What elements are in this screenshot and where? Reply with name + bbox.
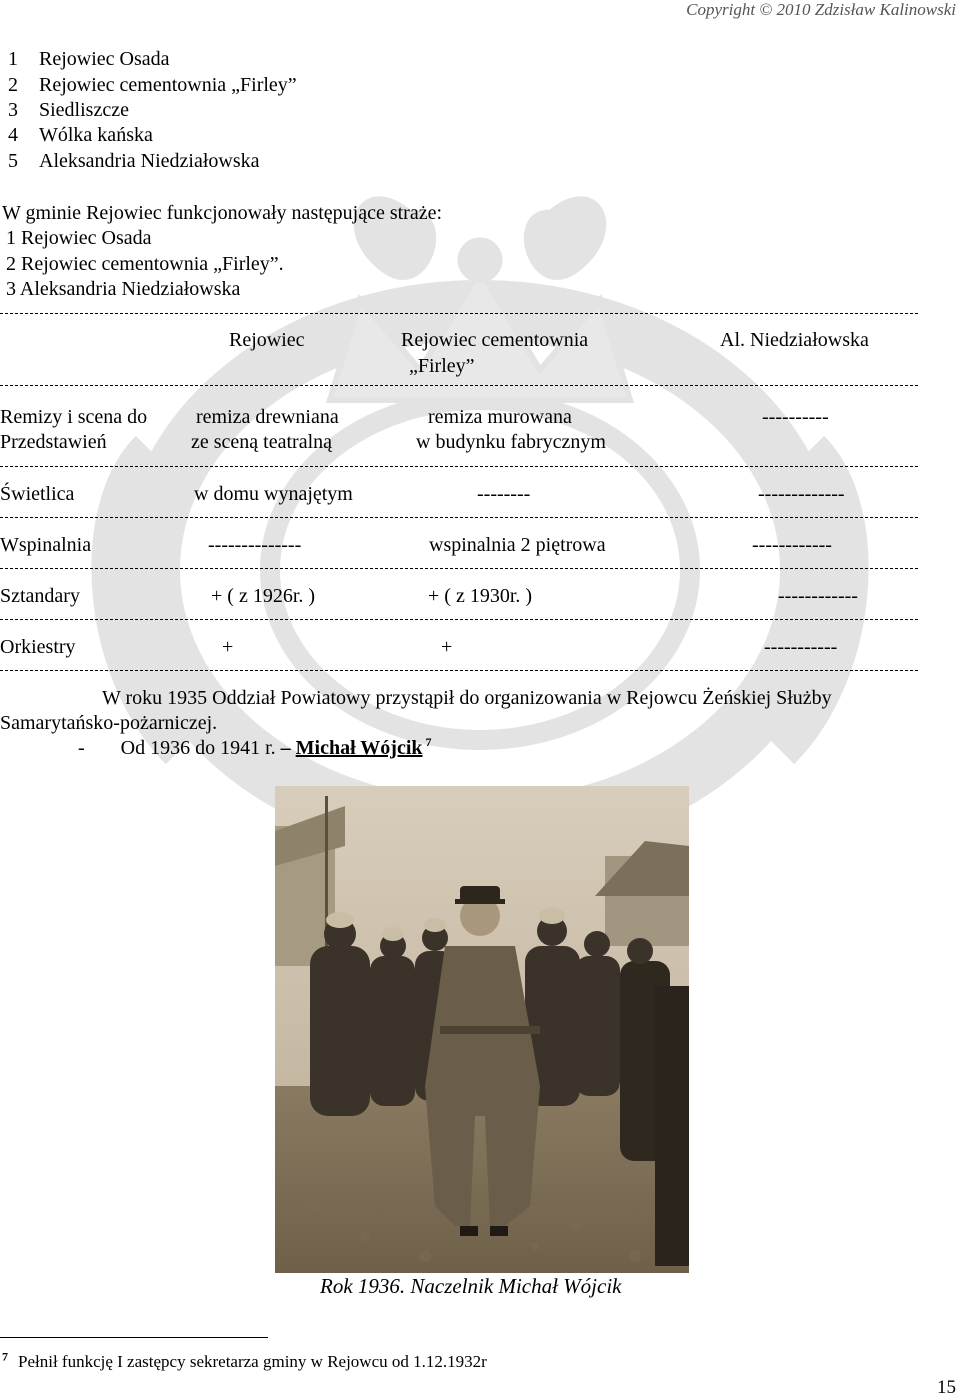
commander-entry: - Od 1936 do 1941 r. – Michał Wójcik $^7$: [78, 735, 432, 759]
table-divider: [0, 385, 918, 386]
row-label: Świetlica: [0, 483, 75, 505]
table-header-cell: Rejowiec: [229, 329, 305, 351]
table-divider: [0, 568, 918, 569]
table-cell: ------------: [752, 534, 832, 556]
historical-photo: [275, 786, 689, 1273]
footnote: $^7$ Pełnił funkcję I zastępcy sekretarza gminy w Rejowcu od 1.12.1932r: [2, 1349, 487, 1371]
table-divider: [0, 313, 918, 314]
photo-caption: Rok 1936. Naczelnik Michał Wójcik: [320, 1274, 622, 1298]
table-cell: --------: [477, 483, 531, 505]
table-cell: + ( z 1926r. ): [211, 585, 316, 607]
table-cell: + ( z 1930r. ): [428, 585, 533, 607]
table-divider: [0, 619, 918, 620]
row-label: Przedstawień: [0, 431, 107, 453]
table-divider: [0, 517, 918, 518]
list-item: 2 Rejowiec cementownia „Firley”: [8, 74, 297, 96]
list-item: 1 Rejowiec Osada: [8, 48, 170, 70]
table-cell: w domu wynajętym: [194, 483, 353, 505]
table-cell: ------------: [778, 585, 858, 607]
row-label: Wspinalnia: [0, 534, 92, 556]
list-item: 4 Wólka kańska: [8, 124, 153, 146]
page-number: 15: [937, 1377, 956, 1398]
table-header-cell: Al. Niedziałowska: [720, 329, 869, 351]
paragraph-line: W roku 1935 Oddział Powiatowy przystąpił do organizowania w Rejowcu Żeńskiej Służby: [102, 687, 832, 709]
table-cell: -----------: [764, 636, 838, 658]
list-item: 3 Aleksandria Niedziałowska: [6, 278, 241, 300]
list-item: 5 Aleksandria Niedziałowska: [8, 150, 260, 172]
table-cell: --------------: [208, 534, 302, 556]
row-label: Sztandary: [0, 585, 80, 607]
firemen-parade-photo-icon: [275, 786, 689, 1273]
paragraph-line: Samarytańsko-pożarniczej.: [0, 712, 218, 734]
table-cell: ----------: [762, 406, 829, 428]
intro-text: W gminie Rejowiec funkcjonowały następujące straże:: [2, 202, 443, 224]
table-cell: w budynku fabrycznym: [416, 431, 606, 453]
table-header-cell: Rejowiec cementownia: [401, 329, 589, 351]
row-label: Orkiestry: [0, 636, 76, 658]
list-item: 2 Rejowiec cementownia „Firley”.: [6, 253, 284, 275]
list-item: 3 Siedliszcze: [8, 99, 129, 121]
footnote-separator: [0, 1337, 268, 1338]
copyright-header: Copyright © 2010 Zdzisław Kalinowski: [686, 0, 956, 19]
table-cell: +: [222, 636, 234, 658]
commander-name: Michał Wójcik: [295, 737, 423, 759]
list-item: 1 Rejowiec Osada: [6, 227, 152, 249]
table-cell: wspinalnia 2 piętrowa: [429, 534, 606, 556]
table-cell: +: [441, 636, 453, 658]
table-cell: -------------: [758, 483, 845, 505]
row-label: Remizy i scena do: [0, 406, 148, 428]
table-header-cell: „Firley”: [409, 355, 475, 377]
table-cell: remiza drewniana: [196, 406, 339, 428]
table-cell: remiza murowana: [428, 406, 572, 428]
table-divider: [0, 670, 918, 671]
table-divider: [0, 466, 918, 467]
table-cell: ze sceną teatralną: [191, 431, 333, 453]
